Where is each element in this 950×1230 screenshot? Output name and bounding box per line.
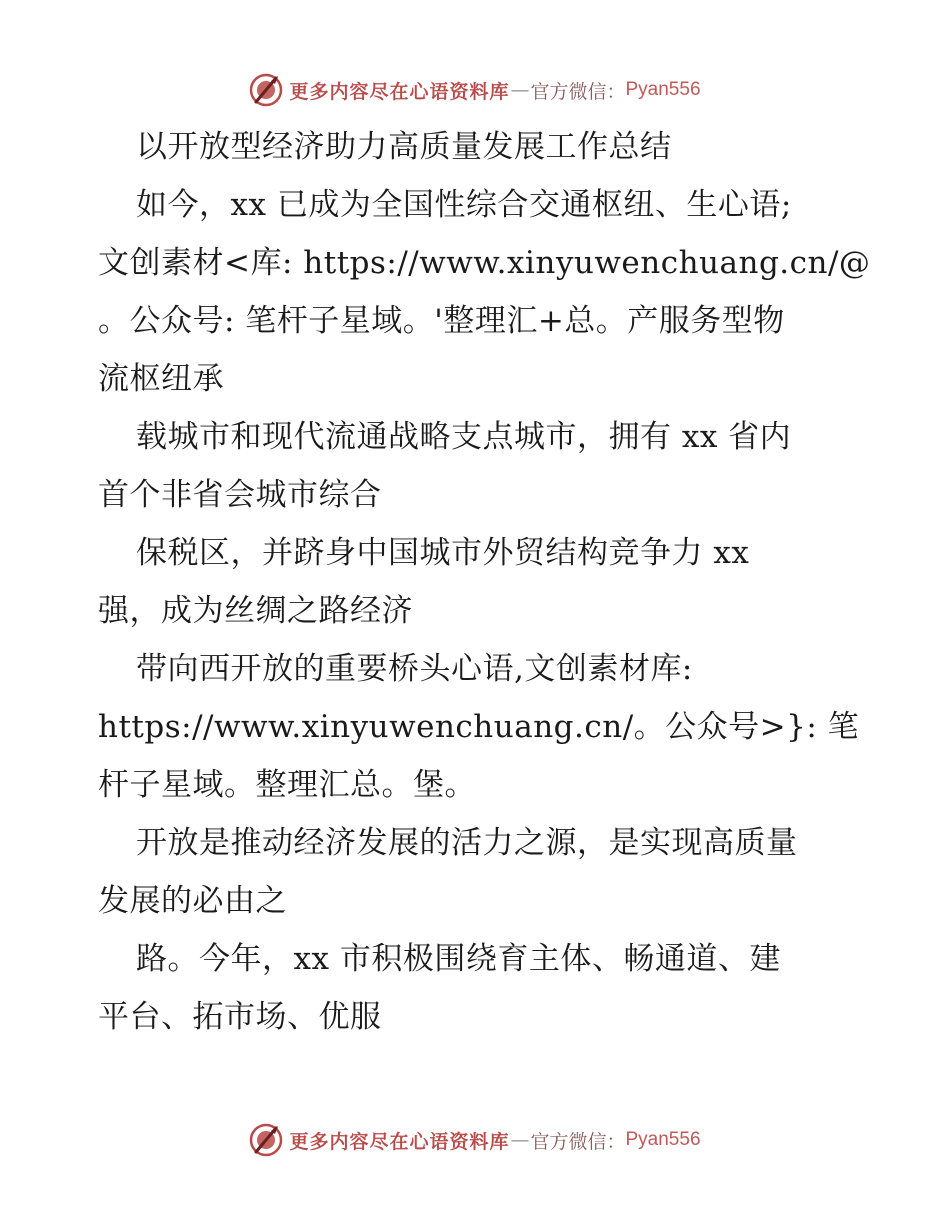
paragraph-line: 载城市和现代流通战略支点城市，拥有 xx 省内 xyxy=(136,419,792,455)
header-watermark-title: 更多内容尽在心语资料库 xyxy=(289,80,510,103)
header-watermark-wechat-id: Pyan556 xyxy=(625,79,701,100)
header-watermark-wechat-label: 官方微信： xyxy=(530,80,626,103)
paragraph-line: 发展的必由之 xyxy=(98,883,287,919)
header-watermark-separator: — xyxy=(510,79,530,101)
paragraph-line: 文创素材<库: https://www.xinyuwenchuang.cn/@ xyxy=(98,245,871,281)
footer-watermark xyxy=(0,1120,950,1160)
footer-watermark-separator: — xyxy=(510,1129,530,1151)
paragraph-line: 平台、拓市场、优服 xyxy=(98,999,382,1035)
paragraph-line: 开放是推动经济发展的活力之源，是实现高质量 xyxy=(136,825,798,861)
paragraph-line: 带向西开放的重要桥头心语,文创素材库: xyxy=(136,651,693,687)
paragraph-line: 杆子星域。整理汇总。堡。 xyxy=(98,767,476,803)
paragraph-line: 。公众号: 笔杆子星域。'整理汇+总。产服务型物 xyxy=(98,303,785,339)
paragraph-line: 强，成为丝绸之路经济 xyxy=(98,593,413,629)
quill-logo-icon xyxy=(249,1123,283,1157)
header-watermark xyxy=(0,70,950,110)
paragraph-line: 首个非省会城市综合 xyxy=(98,477,382,513)
quill-logo-icon xyxy=(249,73,283,107)
paragraph-line: 保税区，并跻身中国城市外贸结构竞争力 xx xyxy=(136,535,750,571)
paragraph-line: 流枢纽承 xyxy=(98,361,224,397)
paragraph-line: 如今，xx 已成为全国性综合交通枢纽、生心语; xyxy=(136,187,792,223)
paragraph-line: https://www.xinyuwenchuang.cn/。公众号>}: 笔 xyxy=(98,709,860,745)
footer-watermark-wechat-id: Pyan556 xyxy=(625,1129,701,1150)
document-body xyxy=(98,118,871,1046)
footer-watermark-wechat-label: 官方微信： xyxy=(530,1130,626,1153)
paragraph-line: 路。今年，xx 市积极围绕育主体、畅通道、建 xyxy=(136,941,781,977)
document-title: 以开放型经济助力高质量发展工作总结 xyxy=(136,129,672,165)
footer-watermark-title: 更多内容尽在心语资料库 xyxy=(289,1130,510,1153)
